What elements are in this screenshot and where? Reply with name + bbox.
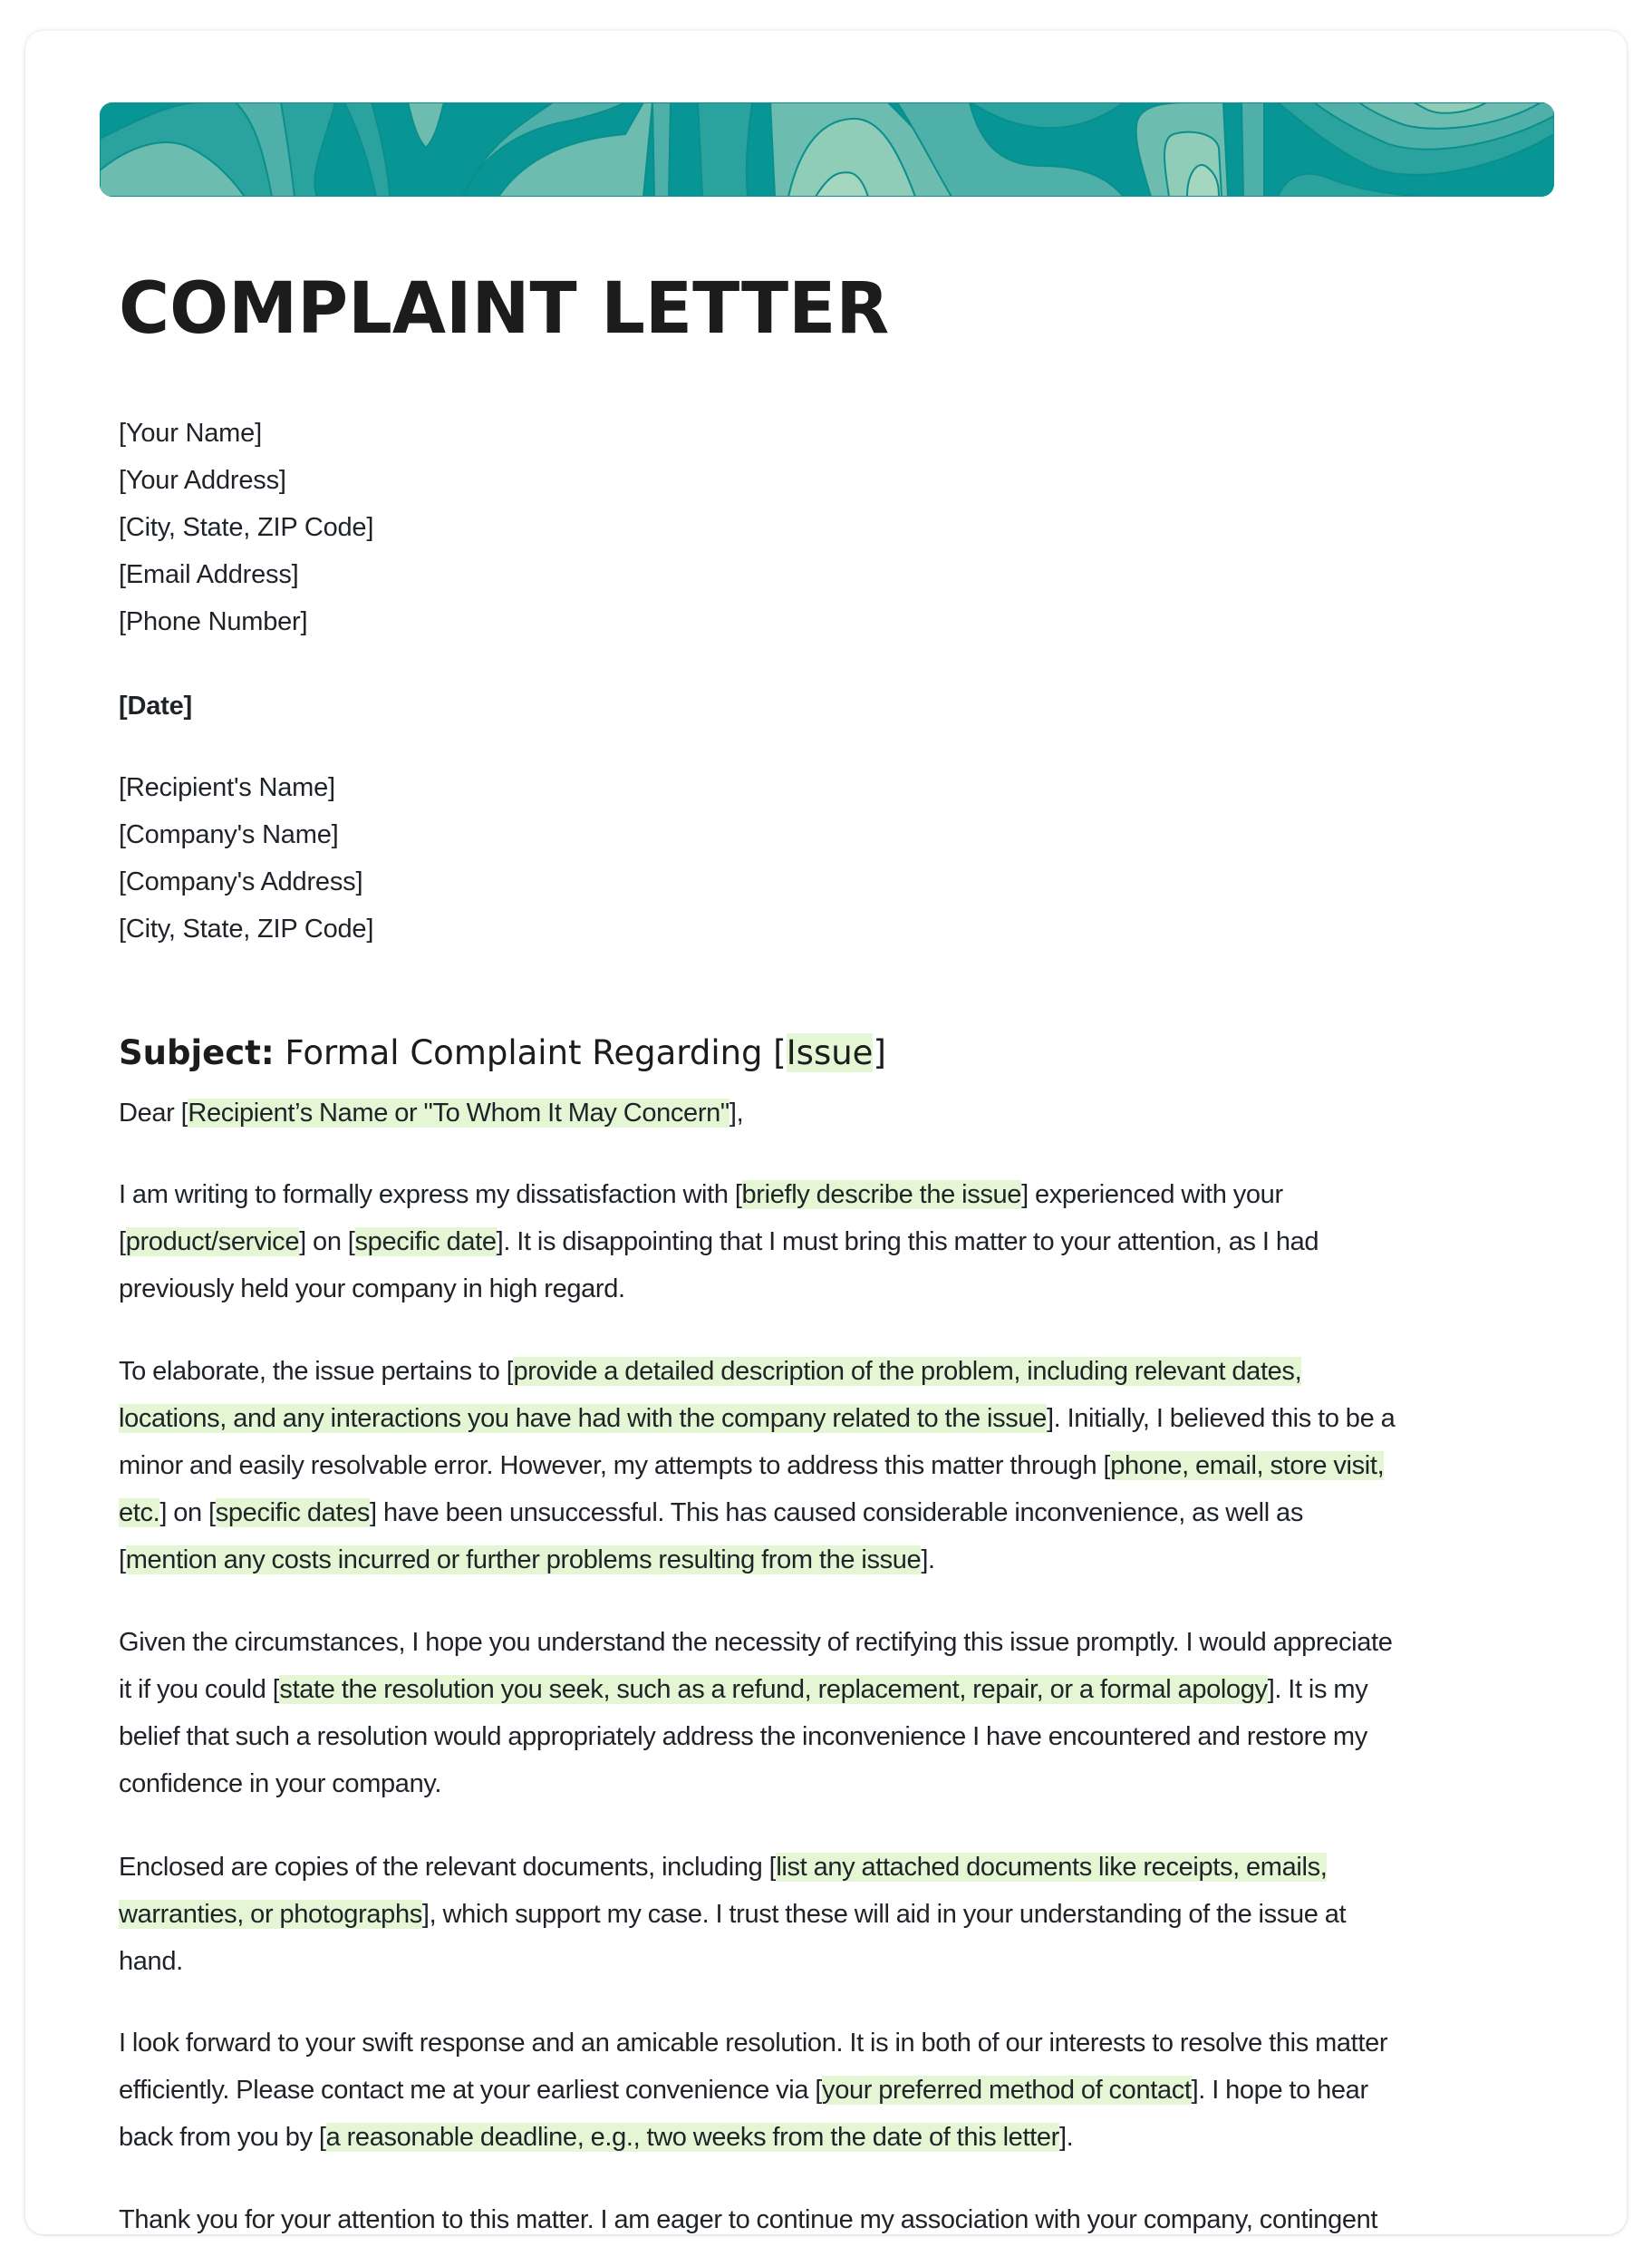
body-text: ]. It is disappointing that I must bring this matter to your attention, as I had — [496, 1227, 1319, 1256]
text-line — [119, 1666, 1569, 1713]
body-text: ]. — [1058, 2123, 1074, 2152]
body-text: confidence in your company. — [119, 1769, 442, 1798]
placeholder-field[interactable]: list any attached documents like receipts, emails, — [776, 1853, 1328, 1882]
sender-address-block — [119, 410, 373, 645]
text-line — [119, 1536, 1569, 1583]
salutation — [119, 1089, 1569, 1137]
body-text: ] on [ — [299, 1227, 355, 1256]
salutation-suffix: ], — [729, 1099, 744, 1128]
sender-name[interactable]: [Your Name] — [119, 419, 262, 448]
placeholder-field[interactable]: phone, email, store visit, — [1110, 1451, 1385, 1480]
placeholder-field[interactable]: specific date — [354, 1227, 497, 1256]
body-text: [ — [119, 1227, 126, 1256]
placeholder-field[interactable]: state the resolution you seek, such as a refund, replacement, repair, or a formal apology — [279, 1675, 1268, 1704]
subject-line — [119, 1026, 886, 1080]
sender-phone[interactable]: [Phone Number] — [119, 607, 308, 636]
body-text: ]. Initially, I believed this to be a — [1046, 1404, 1396, 1433]
text-line — [119, 2067, 1569, 2114]
placeholder-field[interactable]: mention any costs incurred or further problems resulting from the issue — [125, 1545, 922, 1574]
placeholder-field[interactable]: etc. — [119, 1498, 160, 1527]
text-line — [119, 2019, 1569, 2067]
company-name[interactable]: [Company's Name] — [119, 820, 339, 849]
text-line — [119, 2196, 1569, 2234]
placeholder-field[interactable]: specific dates — [215, 1498, 371, 1527]
text-line — [119, 2114, 1569, 2161]
text-line — [119, 1619, 1569, 1666]
placeholder-field[interactable]: a reasonable deadline, e.g., two weeks from the date of this letter — [325, 2123, 1059, 2152]
placeholder-field[interactable]: product/service — [125, 1227, 300, 1256]
text-line — [119, 1265, 1569, 1312]
placeholder-field[interactable]: warranties, or photographs — [119, 1900, 422, 1929]
date-field[interactable]: [Date] — [119, 692, 192, 721]
topographic-banner-icon — [100, 102, 1554, 197]
subject-close-bracket: ] — [873, 1033, 886, 1072]
paragraph-1 — [119, 1171, 1569, 1312]
sender-city-state-zip[interactable]: [City, State, ZIP Code] — [119, 513, 374, 542]
text-line — [119, 1442, 1569, 1489]
body-text: [ — [119, 1545, 126, 1574]
subject-label: Subject: — [119, 1033, 275, 1072]
body-text: ], which support my case. I trust these will aid in your understanding of the issue at — [421, 1900, 1347, 1929]
recipient-name[interactable]: [Recipient's Name] — [119, 773, 335, 802]
body-text: belief that such a resolution would appropriately address the inconvenience I have encountered and restore my — [119, 1722, 1367, 1751]
paragraph-3 — [119, 1619, 1569, 1807]
document-page — [25, 31, 1627, 2234]
body-text: ]. It is my — [1267, 1675, 1368, 1704]
body-text: ] experienced with your — [1021, 1180, 1283, 1209]
body-text: ]. — [921, 1545, 935, 1574]
text-line — [119, 1844, 1569, 1891]
body-text: I look forward to your swift response and an amicable resolution. It is in both of our interests to resolve this matter — [119, 2029, 1388, 2058]
paragraph-4 — [119, 1844, 1569, 1985]
text-line — [119, 1891, 1569, 1938]
recipient-address-block — [119, 764, 373, 953]
placeholder-field[interactable]: briefly describe the issue — [741, 1180, 1022, 1209]
body-text: ] on [ — [159, 1498, 216, 1527]
body-text: previously held your company in high regard. — [119, 1274, 625, 1303]
body-text: ] have been unsuccessful. This has caused considerable inconvenience, as well as — [370, 1498, 1303, 1527]
body-text: ]. I hope to hear — [1191, 2076, 1368, 2105]
body-text: it if you could [ — [119, 1675, 280, 1704]
sender-address[interactable]: [Your Address] — [119, 466, 286, 495]
placeholder-field[interactable]: locations, and any interactions you have had with the company related to the issue — [119, 1404, 1047, 1433]
subject-text: Formal Complaint Regarding [ — [274, 1033, 787, 1072]
text-line — [119, 1171, 1569, 1218]
company-address[interactable]: [Company's Address] — [119, 867, 363, 896]
letter-date — [119, 683, 192, 730]
paragraph-6 — [119, 2196, 1569, 2234]
company-city-state-zip[interactable]: [City, State, ZIP Code] — [119, 915, 374, 944]
salutation-placeholder[interactable]: Recipient’s Name or "To Whom It May Concern" — [188, 1099, 729, 1128]
body-text: To elaborate, the issue pertains to [ — [119, 1357, 514, 1386]
text-line — [119, 1760, 1569, 1807]
banner-pattern — [100, 102, 1554, 197]
body-text: efficiently. Please contact me at your earliest convenience via [ — [119, 2076, 823, 2105]
subject-issue-placeholder[interactable]: Issue — [786, 1033, 874, 1072]
text-line — [119, 1218, 1569, 1265]
body-text: I am writing to formally express my dissatisfaction with [ — [119, 1180, 742, 1209]
body-text: Enclosed are copies of the relevant documents, including [ — [119, 1853, 777, 1882]
body-text: minor and easily resolvable error. However, my attempts to address this matter through [ — [119, 1451, 1111, 1480]
text-line — [119, 1395, 1569, 1442]
body-text: Given the circumstances, I hope you understand the necessity of rectifying this issue promptly. I would appreciate — [119, 1628, 1393, 1657]
text-line — [119, 1348, 1569, 1395]
salutation-prefix: Dear [ — [119, 1099, 188, 1128]
placeholder-field[interactable]: your preferred method of contact — [822, 2076, 1192, 2105]
placeholder-field[interactable]: provide a detailed description of the problem, including relevant dates, — [513, 1357, 1302, 1386]
sender-email[interactable]: [Email Address] — [119, 560, 299, 589]
text-line — [119, 1713, 1569, 1760]
body-text: Thank you for your attention to this matter. I am eager to continue my association with your company, contingent — [119, 2205, 1378, 2234]
page-title: COMPLAINT LETTER — [119, 268, 890, 350]
body-text: back from you by [ — [119, 2123, 326, 2152]
body-text: hand. — [119, 1947, 183, 1976]
text-line — [119, 1489, 1569, 1536]
paragraph-2 — [119, 1348, 1569, 1583]
paragraph-5 — [119, 2019, 1569, 2161]
text-line — [119, 1938, 1569, 1985]
